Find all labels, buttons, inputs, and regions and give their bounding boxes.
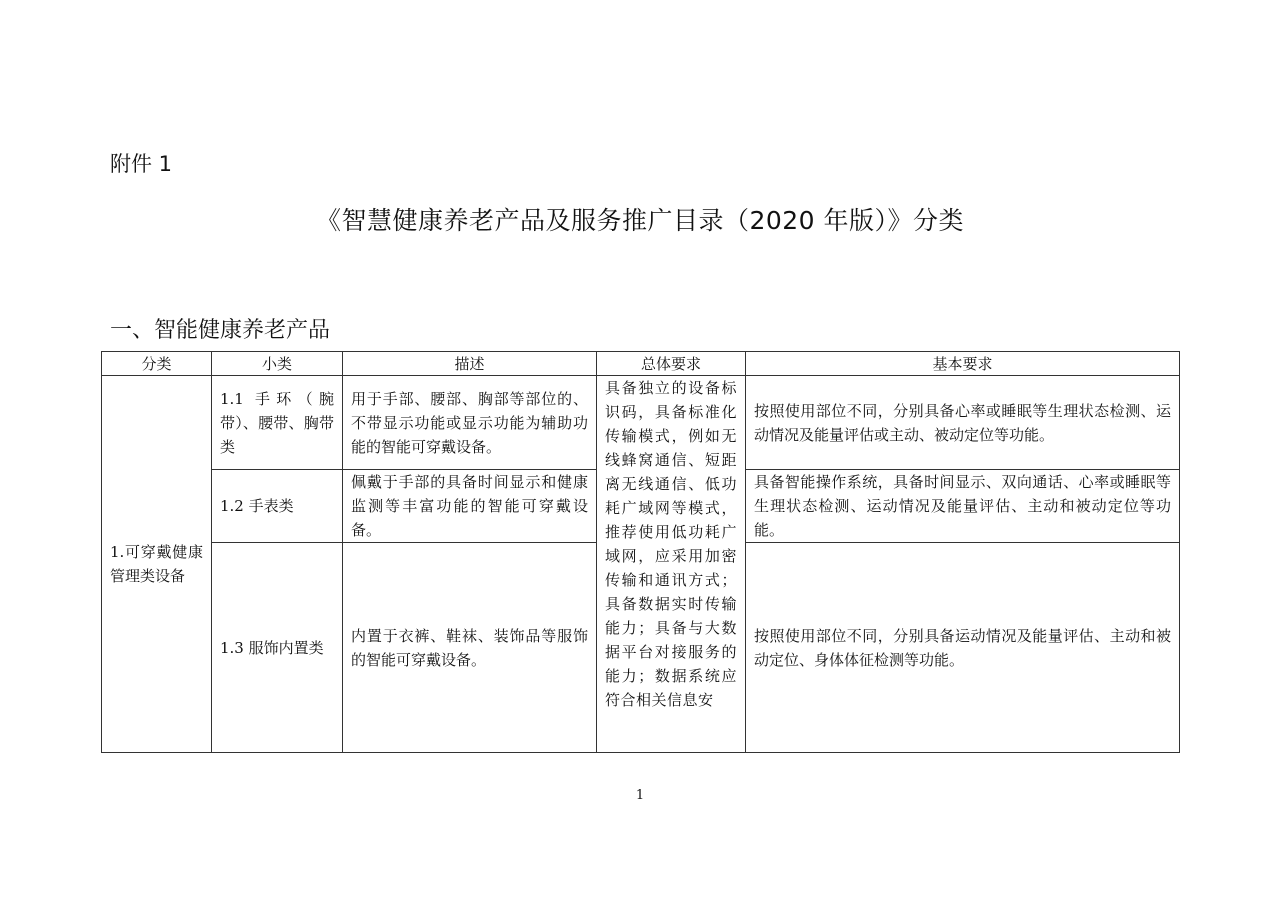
subcategory-cell: 1.1 手环（腕带）、腰带、胸带类 <box>212 376 343 470</box>
document-title: 《智慧健康养老产品及服务推广目录（2020 年版）》分类 <box>315 206 965 235</box>
basic-requirement-cell: 具备智能操作系统，具备时间显示、双向通话、心率或睡眠等生理状态检测、运动情况及能量评估、主动和被动定位等功能。 <box>746 470 1180 543</box>
table-header-row <box>102 352 1180 376</box>
overall-requirement-cell <box>597 376 746 753</box>
description-cell: 用于手部、腰部、胸部等部位的、不带显示功能或显示功能为辅助功能的智能可穿戴设备。 <box>343 376 597 470</box>
page-number: 1 <box>635 788 645 803</box>
header-overall-requirement: 总体要求 <box>597 352 746 376</box>
header-category: 分类 <box>102 352 212 376</box>
overall-requirement-text: 具备独立的设备标识码，具备标准化传输模式，例如无线蜂窝通信、短距离无线通信、低功耗广域网等模式，推荐使用低功耗广域网，应采用加密传输和通讯方式；具备数据实时传输能力；具备与大数据平台对接服务的能力；数据系统应符合相关信息安 <box>605 379 737 709</box>
basic-requirement-cell: 按照使用部位不同，分别具备心率或睡眠等生理状态检测、运动情况及能量评估或主动、被动定位等功能。 <box>746 376 1180 470</box>
attachment-label: 附件 1 <box>110 152 173 176</box>
product-catalog-table <box>101 351 1180 753</box>
subcategory-cell: 1.3 服饰内置类 <box>212 543 343 753</box>
header-description: 描述 <box>343 352 597 376</box>
basic-requirement-cell: 按照使用部位不同，分别具备运动情况及能量评估、主动和被动定位、身体体征检测等功能。 <box>746 543 1180 753</box>
header-basic-requirement: 基本要求 <box>746 352 1180 376</box>
category-cell: 1.可穿戴健康管理类设备 <box>102 376 212 753</box>
table-row <box>102 376 1180 470</box>
header-subcategory: 小类 <box>212 352 343 376</box>
section-heading: 一、智能健康养老产品 <box>110 318 331 343</box>
subcategory-cell: 1.2 手表类 <box>212 470 343 543</box>
description-cell: 佩戴于手部的具备时间显示和健康监测等丰富功能的智能可穿戴设备。 <box>343 470 597 543</box>
description-cell: 内置于衣裤、鞋袜、装饰品等服饰的智能可穿戴设备。 <box>343 543 597 753</box>
